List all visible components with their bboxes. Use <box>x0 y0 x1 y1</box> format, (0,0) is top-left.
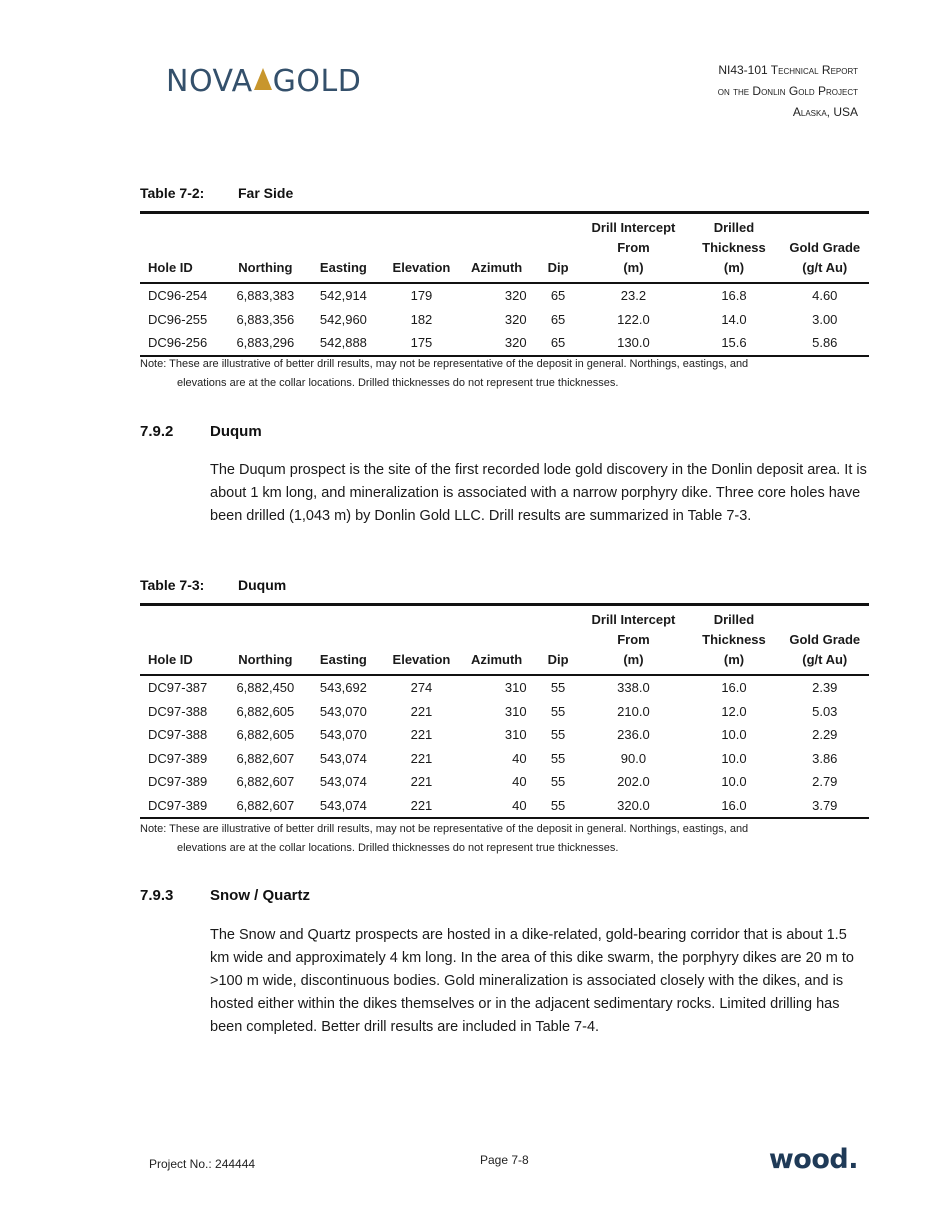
col-elevation: Elevation <box>380 213 462 284</box>
cell-hole-id: DC97-389 <box>140 794 224 819</box>
cell-hole-id: DC97-389 <box>148 774 208 789</box>
section-title: Duqum <box>210 423 262 440</box>
cell-azimuth: 310 <box>504 680 527 695</box>
col-gold-grade: Gold Grade (g/t Au) <box>781 605 869 676</box>
cell-azimuth: 310 <box>504 703 527 719</box>
cell-thickness: 15.6 <box>687 331 780 356</box>
report-header <box>718 60 858 123</box>
cell-thickness: 16.0 <box>687 794 780 819</box>
col-easting: Easting <box>307 605 381 676</box>
cell-intercept-from: 338.0 <box>617 680 650 695</box>
cell-thickness: 16.0 <box>721 680 747 695</box>
cell-intercept-from: 210.0 <box>617 703 650 719</box>
table-row <box>140 700 869 724</box>
table-row <box>140 794 869 819</box>
col-azimuth: Azimuth <box>463 605 537 676</box>
table-7-2-title <box>140 185 293 201</box>
cell-azimuth: 320 <box>463 331 537 356</box>
cell-northing: 6,882,605 <box>236 727 295 742</box>
cell-elevation: 175 <box>380 331 462 356</box>
cell-azimuth: 40 <box>512 750 527 766</box>
table-label: Table 7-2: <box>140 185 205 201</box>
cell-dip: 55 <box>550 727 566 742</box>
cell-gold-grade: 5.03 <box>812 703 838 719</box>
cell-azimuth: 320 <box>504 288 527 303</box>
col-thickness: Drilled Thickness (m) <box>687 605 780 676</box>
table-7-2 <box>140 211 869 357</box>
cell-azimuth: 310 <box>504 727 527 742</box>
col-dip: Dip <box>537 213 580 284</box>
section-7-9-3-heading <box>140 887 310 904</box>
page-number: Page 7-8 <box>480 1153 529 1167</box>
cell-thickness: 12.0 <box>721 703 747 719</box>
cell-gold-grade: 5.86 <box>781 331 869 356</box>
cell-thickness: 10.0 <box>721 727 747 742</box>
cell-northing: 6,882,607 <box>236 750 295 766</box>
col-intercept-from: Drill Intercept From (m) <box>580 213 688 284</box>
cell-intercept-from: 236.0 <box>617 727 650 742</box>
cell-gold-grade: 2.29 <box>812 727 838 742</box>
col-northing: Northing <box>224 605 306 676</box>
cell-hole-id: DC96-254 <box>148 288 208 303</box>
cell-azimuth: 40 <box>463 794 537 819</box>
cell-intercept-from: 23.2 <box>620 288 647 303</box>
table-row <box>140 747 869 771</box>
logo-triangle-icon <box>254 68 272 90</box>
cell-gold-grade: 3.79 <box>781 794 869 819</box>
table-name: Duqum <box>238 577 287 593</box>
cell-dip: 65 <box>537 331 580 356</box>
novagold-logo <box>166 64 361 98</box>
col-elevation: Elevation <box>380 605 462 676</box>
cell-elevation: 221 <box>410 727 433 742</box>
table-row <box>140 308 869 332</box>
note-line-1: Note: These are illustrative of better drill results, may not be representative of the deposit in general. Northings, eastings, and <box>140 358 749 370</box>
col-intercept-from: Drill Intercept From (m) <box>580 605 688 676</box>
note-line-1: Note: These are illustrative of better drill results, may not be representative of the deposit in general. Northings, eastings, and <box>140 823 749 835</box>
table-7-3-note <box>140 820 870 858</box>
report-line-3: Alaska, USA <box>792 105 858 119</box>
cell-northing: 6,883,296 <box>224 331 306 356</box>
cell-northing: 6,883,383 <box>236 288 295 303</box>
col-hole-id: Hole ID <box>140 213 224 284</box>
table-7-2-note <box>140 355 870 393</box>
cell-easting: 542,914 <box>319 288 367 303</box>
col-hole-id: Hole ID <box>140 605 224 676</box>
cell-elevation: 221 <box>410 703 433 719</box>
cell-elevation: 182 <box>410 311 433 327</box>
cell-intercept-from: 122.0 <box>617 311 650 327</box>
cell-northing: 6,882,607 <box>224 794 306 819</box>
cell-northing: 6,882,450 <box>236 680 295 695</box>
section-7-9-2-heading <box>140 423 262 440</box>
col-easting: Easting <box>307 213 381 284</box>
cell-thickness: 16.8 <box>721 288 747 303</box>
cell-dip: 55 <box>550 703 566 719</box>
col-azimuth: Azimuth <box>463 213 537 284</box>
note-line-2: elevations are at the collar locations. Drilled thicknesses do not represent true thicknesses. <box>177 377 619 389</box>
cell-intercept-from: 90.0 <box>620 750 647 766</box>
table-label: Table 7-3: <box>140 577 205 593</box>
note-line-2: elevations are at the collar locations. Drilled thicknesses do not represent true thicknesses. <box>177 842 619 854</box>
cell-thickness: 10.0 <box>721 750 747 766</box>
table-7-3-title <box>140 577 286 593</box>
table-row <box>140 770 869 794</box>
cell-dip: 55 <box>537 794 580 819</box>
section-title: Snow / Quartz <box>210 887 311 904</box>
cell-intercept-from: 202.0 <box>617 774 650 789</box>
cell-northing: 6,882,605 <box>236 703 295 719</box>
cell-elevation: 221 <box>410 774 433 789</box>
wood-logo: wood. <box>768 1144 858 1175</box>
cell-hole-id: DC97-387 <box>148 680 208 695</box>
cell-northing: 6,882,607 <box>236 774 295 789</box>
project-number: Project No.: 244444 <box>149 1157 256 1171</box>
cell-gold-grade: 3.86 <box>812 750 838 766</box>
report-line-2: on the Donlin Gold Project <box>717 84 858 98</box>
cell-hole-id: DC96-256 <box>140 331 224 356</box>
cell-easting: 543,074 <box>319 774 367 789</box>
cell-thickness: 10.0 <box>721 774 747 789</box>
report-line-1: NI43-101 Technical Report <box>718 63 858 77</box>
section-7-9-2-text: The Duqum prospect is the site of the first recorded lode gold discovery in the Donlin deposit area. It is about 1 km long, and mineralization is associated with a narrow porphyry dike. Three core holes have been drilled (1,043 m) by Donlin Gold LLC. Drill results are summarized in Table 7-3. <box>210 462 867 524</box>
cell-hole-id: DC97-388 <box>148 727 208 742</box>
cell-easting: 543,692 <box>319 680 367 695</box>
cell-thickness: 14.0 <box>721 311 747 327</box>
cell-azimuth: 40 <box>512 774 527 789</box>
cell-hole-id: DC97-388 <box>148 703 208 719</box>
cell-easting: 543,074 <box>319 750 367 766</box>
logo-text-left: NOVA <box>166 63 253 99</box>
table-name: Far Side <box>238 185 294 201</box>
cell-elevation: 221 <box>410 750 433 766</box>
col-gold-grade: Gold Grade (g/t Au) <box>781 213 869 284</box>
section-7-9-3-text: The Snow and Quartz prospects are hosted in a dike-related, gold-bearing corridor that is about 1.5 km wide and approximately 4 km long. In the area of this dike swarm, the porphyry dikes are 20 m to >100 m wide, discontinuous bodies. Gold mineralization is associated closely with the dikes, and is hosted either within the dikes themselves or in the adjacent sedimentary rocks. Limited drilling has been completed. Better drill results are included in Table 7-4. <box>210 927 854 1035</box>
cell-easting: 543,070 <box>319 703 367 719</box>
col-northing: Northing <box>224 213 306 284</box>
cell-hole-id: DC96-255 <box>148 311 208 327</box>
table-7-3-body <box>140 675 869 818</box>
table-row <box>140 283 869 308</box>
cell-easting: 542,960 <box>319 311 367 327</box>
cell-elevation: 179 <box>410 288 433 303</box>
cell-dip: 65 <box>550 288 566 303</box>
cell-gold-grade: 2.79 <box>812 774 838 789</box>
cell-dip: 55 <box>550 680 566 695</box>
logo-text-right: GOLD <box>272 63 362 99</box>
cell-azimuth: 320 <box>504 311 527 327</box>
table-row <box>140 723 869 747</box>
cell-easting: 543,074 <box>307 794 381 819</box>
cell-gold-grade: 4.60 <box>812 288 838 303</box>
table-row <box>140 331 869 356</box>
section-number: 7.9.2 <box>140 423 174 440</box>
cell-easting: 543,070 <box>319 727 367 742</box>
cell-dip: 65 <box>550 311 566 327</box>
cell-dip: 55 <box>550 750 566 766</box>
cell-intercept-from: 320.0 <box>580 794 688 819</box>
cell-elevation: 274 <box>410 680 433 695</box>
cell-northing: 6,883,356 <box>236 311 295 327</box>
table-7-2-body <box>140 283 869 356</box>
section-number: 7.9.3 <box>140 887 174 904</box>
cell-dip: 55 <box>550 774 566 789</box>
cell-easting: 542,888 <box>307 331 381 356</box>
cell-gold-grade: 2.39 <box>812 680 838 695</box>
cell-hole-id: DC97-389 <box>148 750 208 766</box>
table-row <box>140 675 869 700</box>
col-thickness: Drilled Thickness (m) <box>687 213 780 284</box>
cell-intercept-from: 130.0 <box>580 331 688 356</box>
cell-gold-grade: 3.00 <box>812 311 838 327</box>
col-dip: Dip <box>537 605 580 676</box>
cell-elevation: 221 <box>380 794 462 819</box>
table-7-3 <box>140 603 869 819</box>
